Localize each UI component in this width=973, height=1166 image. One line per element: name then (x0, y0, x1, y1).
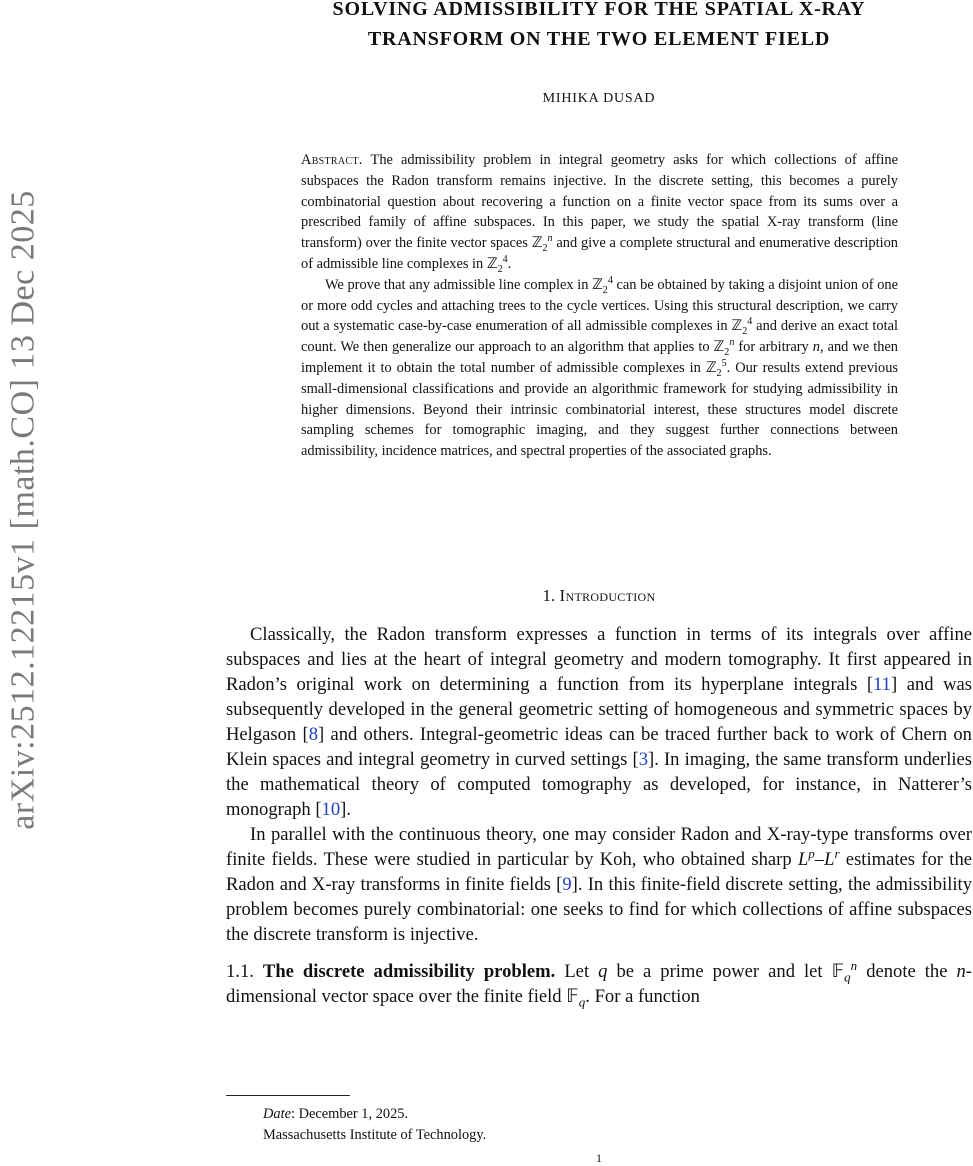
math-q: q (598, 961, 608, 982)
subsection-title: The discrete admissibility problem. (262, 961, 556, 982)
arxiv-identifier-text: arXiv:2512.12215v1 [math.CO] 13 Dec 2025 (5, 190, 42, 830)
paper-title (226, 0, 972, 54)
citation-link-9[interactable]: 9 (562, 874, 572, 895)
citation-link-8[interactable]: 8 (308, 724, 318, 745)
section-number: 1. (542, 586, 556, 605)
abstract-label: Abstract. (301, 152, 363, 168)
math-fqn: 𝔽$_q^n$ (831, 957, 858, 985)
footnotes (263, 1104, 963, 1146)
title-line-1: SOLVING ADMISSIBILITY FOR THE SPATIAL X-RAY (332, 0, 866, 20)
abstract-paragraph-2: We prove that any admissible line complex in ℤ$_2^4$ can be obtained by taking a disjoint union of one or more odd cycles and attaching trees to the cycle vertices. Using this structural description, we carry out a systematic case-by-case enumeration of all admissible complexes in ℤ$_2^4$ and derive an exact total count. We then generalize our approach to an algorithm that applies to ℤ$_2^n$ for arbitrary n, and we then implement it to obtain the total number of admissible complexes in ℤ$_2^5$. Our results extend previous small-dimensional classifications and provide an algorithmic framework for studying admissibility in higher dimensions. Beyond their intrinsic combinatorial interest, these structures model discrete sampling schemes for tomographic imaging, and they suggest further connections between admissibility, incidence matrices, and spectral properties of the associated graphs. (301, 274, 899, 460)
citation-link-10[interactable]: 10 (321, 799, 341, 820)
introduction-body (226, 622, 972, 1009)
title-line-2: TRANSFORM ON THE TWO ELEMENT FIELD (367, 28, 831, 50)
math-n: n (956, 961, 966, 982)
intro-paragraph-1: Classically, the Radon transform expresses a function in terms of its integrals over affine subspaces and lies at the heart of integral geometry and modern tomography. It first appeared in Radon’s original work on determining a function from its hyperplane integrals [11] and was subsequently developed in the general geometric setting of homogeneous and symmetric spaces by Helgason [8] and others. Integral-geometric ideas can be traced further back to work of Chern on Klein spaces and integral geometry in curved settings [3]. In imaging, the same transform underlies the mathematical theory of computed tomography as developed, for instance, in Natterer’s monograph [10]. (226, 624, 973, 820)
intro-paragraph-2: In parallel with the continuous theory, one may consider Radon and X-ray-type transforms over finite fields. These were studied in particular by Koh, who obtained sharp $L^p-L^r$ estimates for the Radon and X-ray transforms in finite fields [9]. In this finite-field discrete setting, the admissibility problem becomes purely combinatorial: one seeks to find for which collections of affine subspaces the discrete transform is injective. (226, 824, 972, 945)
citation-link-3[interactable]: 3 (638, 749, 649, 770)
math-z24: ℤ$_2^4$ (486, 254, 508, 275)
math-z25: ℤ$_2^5$ (705, 358, 727, 379)
subsection-number: 1.1. (226, 961, 254, 982)
arxiv-identifier-stamp (4, 120, 44, 900)
abstract (301, 150, 898, 462)
footnote-date: Date: December 1, 2025. (263, 1106, 409, 1122)
math-z24: ℤ$_2^4$ (731, 316, 753, 338)
abstract-paragraph-1: Abstract. The admissibility problem in integral geometry asks for which collections of affine subspaces the Radon transform remains injective. In the discrete setting, this becomes a purely combinatorial question about recovering a function on a finite vector space from its sums over a prescribed family of affine subspaces. In this paper, we study the spatial X-ray transform (line transform) over the finite vector spaces ℤ$_2^n$ and give a complete structural and enumerative description of admissible line complexes in ℤ$_2^4$. (301, 152, 898, 275)
author-name: MIHIKA DUSAD (542, 91, 656, 106)
footnote-affiliation: Massachusetts Institute of Technology. (263, 1127, 487, 1143)
math-z24: ℤ$_2^4$ (592, 274, 613, 296)
math-lp-lr: $L^p-L^r$ (797, 845, 840, 870)
section-title: Introduction (559, 586, 656, 605)
math-z2n: ℤ$_2^n$ (713, 337, 735, 359)
page-number: 1 (596, 1151, 602, 1165)
math-z2n: ℤ$_2^n$ (531, 233, 553, 255)
citation-link-11[interactable]: 11 (873, 674, 891, 695)
subsection-paragraph: 1.1. The discrete admissibility problem. Let q be a prime power and let 𝔽$_q^n$ denote the n-dimensional vector space over the finite field 𝔽$_q$. For a function (226, 957, 972, 1010)
footnote-divider (226, 1095, 350, 1096)
section-heading-introduction (226, 586, 972, 606)
math-fq: 𝔽$_q$ (566, 986, 586, 1010)
math-n: n (812, 339, 820, 356)
